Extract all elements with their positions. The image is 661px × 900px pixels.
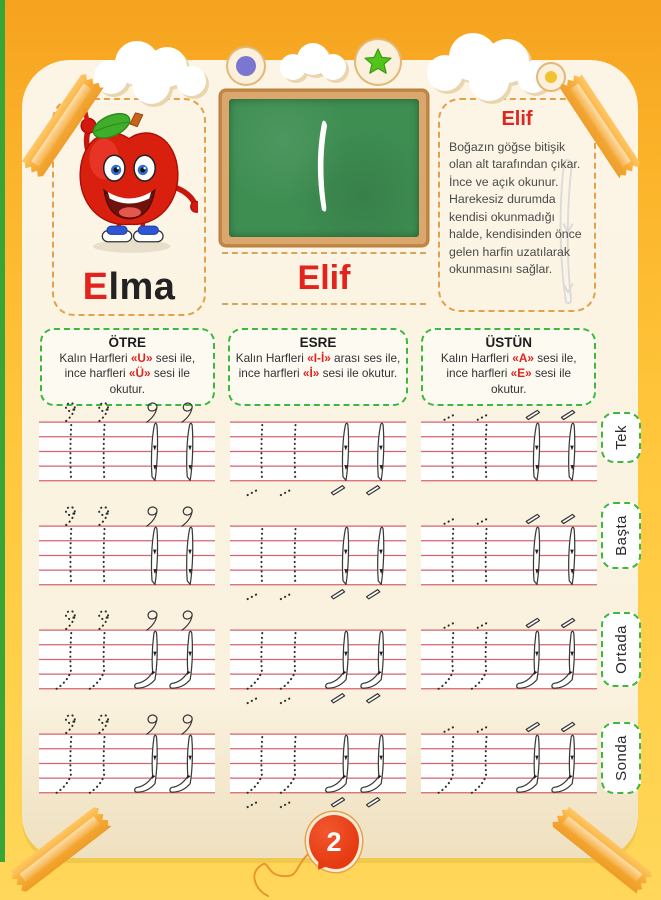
page-number: 2 <box>326 826 342 857</box>
purple-circle-sticker-icon <box>228 48 264 84</box>
description-title: Elif <box>501 108 533 130</box>
info-box-text: Kalın Harfleri «U» sesi ile, ince harfleri «Ü» sesi ile okutur. <box>59 351 196 396</box>
green-star-sticker-icon <box>356 40 400 84</box>
chalkboard <box>220 90 428 246</box>
info-box-title: ESRE <box>299 335 337 350</box>
elma-card <box>52 98 206 316</box>
practice-row <box>38 710 598 813</box>
side-tab-basta <box>601 502 641 569</box>
info-box-otre <box>40 328 215 406</box>
word-initial: E <box>82 266 109 308</box>
practice-cell <box>420 398 598 501</box>
side-tab-label: Başta <box>612 515 630 556</box>
side-tab-ortada <box>601 612 641 687</box>
description-text: Boğazın göğse bitişik olan alt tarafından çıkar. İnce ve açık okunur. Harekesiz durumda kendisi okunmadığı halde, kendisinden önce gelen harfin uzatılarak okunmasını sağlar. <box>449 140 582 277</box>
chalkboard-surface <box>229 99 419 237</box>
info-box-ustun <box>421 328 596 406</box>
letter-description-card <box>438 98 596 312</box>
side-tab-tek <box>601 412 641 463</box>
practice-cell <box>420 502 598 605</box>
practice-cell <box>38 398 216 501</box>
info-box-esre <box>228 328 409 406</box>
binding-edge <box>0 0 5 862</box>
vowel-mark-info-row <box>40 328 596 406</box>
letter-name-label: Elif <box>297 259 351 297</box>
tracing-practice-grid <box>38 398 598 814</box>
practice-cell <box>229 502 407 605</box>
side-tab-label: Sonda <box>612 735 630 781</box>
practice-row <box>38 398 598 501</box>
word-rest: lma <box>108 266 176 308</box>
practice-row <box>38 502 598 605</box>
practice-cell <box>229 710 407 813</box>
apple-character-image <box>60 106 198 256</box>
board-letter-elif <box>309 113 339 223</box>
page-number-balloon <box>306 812 362 872</box>
info-box-text: Kalın Harfleri «A» sesi ile, ince harfleri «E» sesi ile okutur. <box>440 351 577 396</box>
side-tab-label: Ortada <box>612 625 630 674</box>
practice-cell <box>420 710 598 813</box>
word-elma <box>83 268 176 306</box>
practice-cell <box>420 606 598 709</box>
info-box-title: ÖTRE <box>108 335 147 350</box>
side-tab-label: Tek <box>612 425 630 450</box>
practice-cell <box>38 502 216 605</box>
practice-row <box>38 606 598 709</box>
yellow-dot-sticker-icon <box>538 64 564 90</box>
side-tab-sonda <box>601 722 641 794</box>
info-box-text: Kalın Harfleri «I-İ» arası ses ile, ince harfleri «İ» sesi ile okutur. <box>235 351 401 381</box>
practice-cell <box>229 398 407 501</box>
practice-cell <box>38 606 216 709</box>
board-label-block <box>220 252 428 305</box>
divider <box>222 303 426 305</box>
info-box-title: ÜSTÜN <box>485 335 532 350</box>
practice-cell <box>38 710 216 813</box>
practice-cell <box>229 606 407 709</box>
